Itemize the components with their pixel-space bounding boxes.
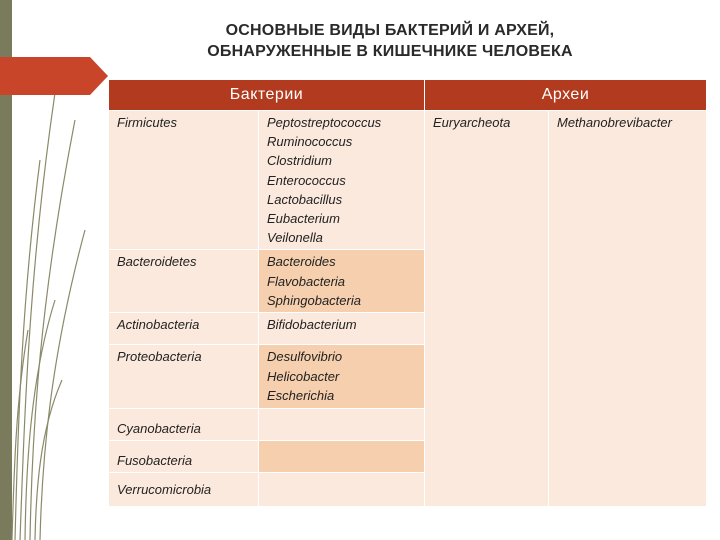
archaea-genus-cell: Methanobrevibacter [549, 111, 707, 507]
genera-cell [259, 473, 425, 507]
title-line-1: ОСНОВНЫЕ ВИДЫ БАКТЕРИЙ И АРХЕЙ, [225, 22, 555, 39]
phylum-cell: Fusobacteria [109, 441, 259, 473]
genus-name: Bifidobacterium [267, 317, 357, 333]
genus-name: Veilonella [267, 230, 323, 246]
genera-cell [259, 313, 425, 345]
genus-name: Eubacterium [267, 211, 340, 227]
slide-title [110, 20, 670, 62]
bacteria-header: Бактерии [109, 80, 425, 111]
genus-name: Escherichia [267, 387, 335, 403]
phylum-cell: Verrucomicrobia [109, 473, 259, 507]
header-row [109, 80, 707, 111]
genus-name: Flavobacteria [267, 273, 346, 289]
phylum-cell: Proteobacteria [109, 345, 259, 409]
table-row [109, 111, 707, 250]
genera-cell [259, 250, 425, 313]
archaea-header: Археи [425, 80, 707, 111]
genus-name: Ruminococcus [267, 134, 353, 150]
genus-name: Lactobacillus [267, 191, 343, 207]
archaea-phylum-cell: Euryarcheota [425, 111, 549, 507]
phylum-cell: Firmicutes [109, 111, 259, 250]
phylum-cell: Actinobacteria [109, 313, 259, 345]
genus-name: Helicobacter [267, 368, 340, 384]
genera-cell [259, 409, 425, 441]
genera-cell [259, 111, 425, 250]
title-line-2: ОБНАРУЖЕННЫЕ В КИШЕЧНИКЕ ЧЕЛОВЕКА [207, 43, 573, 60]
bacteria-archaea-table [108, 79, 707, 507]
genus-name: Desulfovibrio [267, 349, 343, 365]
genus-name: Sphingobacteria [267, 292, 361, 308]
genera-cell [259, 345, 425, 409]
phylum-cell: Cyanobacteria [109, 409, 259, 441]
genus-name: Enterococcus [267, 172, 346, 188]
phylum-cell: Bacteroidetes [109, 250, 259, 313]
title-arrow-shape [0, 57, 108, 95]
genus-name: Clostridium [267, 153, 333, 169]
genus-name: Peptostreptococcus [267, 115, 382, 130]
genus-name: Bacteroides [267, 254, 336, 270]
genera-cell [259, 441, 425, 473]
